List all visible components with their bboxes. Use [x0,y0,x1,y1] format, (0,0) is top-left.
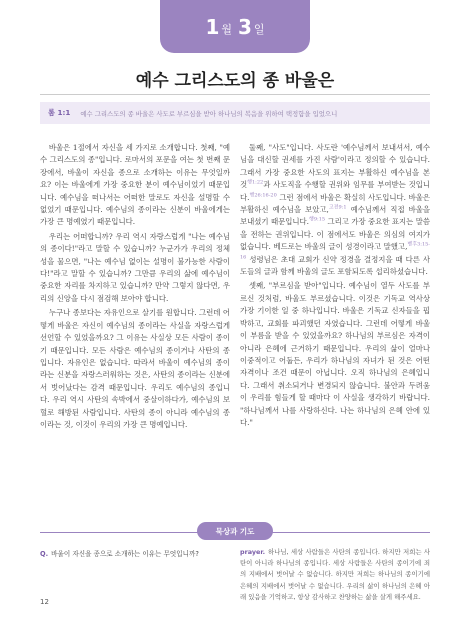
paragraph: 둘째, "사도"입니다. 사도란 '예수님께서 보내셔서, 예수님을 대신할 권세를 가진 사람'이라고 정의할 수 있습니다. 그래서 가장 중요한 사도의 표지는 부활하신 예수님을 본 것$^{행1:22}$과 사도직을 수행할 권위와 임무를 부여받는 것입니다.$^{행26:16-20}$ 그런 점에서 바울은 확실히 사도입니다. 바울은 부활하신 예수님을 보았고,$^{고전9:1}$ 예수님께서 직접 바울을 보내셨기 때문입니다.$^{행9:15}$ 그리고 가장 중요한 표지는 말씀을 전하는 권위입니다. 이 점에서도 바울은 의심의 여지가 없습니다. 베드로는 바울의 글이 성경이라고 말했고,$^{벧후3:15-16}$ 성령님은 초대 교회가 신약 정경을 결정지을 때 다른 사도들의 글과 함께 바울의 글도 포함되도록 섭리하셨습니다. [240,143,430,277]
day-unit: 일 [253,22,265,36]
month-number: 1 [205,14,220,39]
footnote-ref: 행26:16-20 [249,192,277,199]
question-label: Q. [40,550,49,558]
left-column [40,142,230,433]
prayer-text: 하나님, 세상 사람들은 사탄의 종입니다. 하지만 저희는 사탄이 아니라 하나님의 종입니다. 세상 사람들은 사탄의 종이기에 죄의 지배에서 벗어날 수 없습니다. 하지만 저희는 하나님의 종이기에 은혜의 지배에서 벗어날 수 없습니다. 우리의 삶이 하나님의 은혜 아래 있음을 기억하고, 항상 감사하고 찬양하는 삶을 살게 해주세요. [240,548,430,601]
page-number: 12 [40,598,49,606]
footnote-ref: 고전9:1 [328,204,347,211]
footnote-ref: 행1:22 [247,179,264,186]
paragraph: 누구나 종보다는 자유인으로 살기를 원합니다. 그런데 어떻게 바울은 자신이 예수님의 종이라는 사실을 자랑스럽게 선언할 수 있었을까요? 그 이유는 사실상 모든 사람이 종이기 때문입니다. 모든 사람은 예수님의 종이거나 사탄의 종입니다. 자유인은 없습니다. 따라서 바울이 예수님의 종이라는 신분을 자랑스러워하는 것은, 사탄의 종이라는 신분에서 벗어났다는 감격 때문입니다. 우리도 예수님의 종입니다. 우리 역시 사탄의 속박에서 중살이하다가, 예수님의 보혈로 해방된 사람입니다. 사탄의 종이 아니라 예수님의 종이라는 것, 이것이 우리의 가장 큰 명예입니다. [40,308,230,429]
verse-reference: 롬 1:1 [48,108,71,117]
paragraph: 우리는 어떠합니까? 우리 역시 자랑스럽게 "나는 예수님의 종이다!"라고 말할 수 있습니까? 누군가가 우리의 정체성을 물으면, "나는 예수님 없이는 설명이 불가능한 사람이다!"라고 말할 수 있습니까? 그만큼 우리의 삶에 예수님이 중요한 자리를 차지하고 있습니까? 만약 그렇지 않다면, 우리의 신앙을 다시 점검해 보아야 합니다. [40,231,230,303]
footnote-ref: 행9:15 [309,216,326,223]
paragraph: 셋째, "부르심을 받아"입니다. 예수님이 열두 사도를 부르신 것처럼, 바울도 부르셨습니다. 이것은 기독교 역사상 가장 기이한 일 중 하나입니다. 바울은 기독교 신자들을 핍박하고, 교회를 파괴했던 자였습니다. 그런데 어떻게 바울이 부름을 받을 수 있었을까요? 하나님의 부르심은 자격이 아니라 은혜에 근거하기 때문입니다. 우리의 삶이 얼마나 이중적이고 어둡든, 우리가 하나님의 자녀가 된 것은 어떤 자격이나 조건 때문이 아닙니다. 오직 하나님의 은혜입니다. 그래서 취소되거나 변경되지 않습니다. 불안과 두려움이 우리를 힘들게 할 때마다 이 사실을 생각하기 바랍니다. "하나님께서 나를 사랑하신다. 나는 하나님의 은혜 안에 있다." [240,281,430,427]
title-divider [40,94,430,95]
verse-box [40,102,430,124]
question-text: 바울이 자신을 종으로 소개하는 이유는 무엇입니까? [51,550,199,558]
day-number: 3 [238,14,252,39]
page-title: 예수 그리스도의 종 바울은 [135,71,335,91]
right-column [240,142,430,431]
month-unit: 월 [221,22,232,36]
footnote-ref: 벧후3:15-16 [240,241,430,261]
date-tab [160,0,310,53]
meditation-prayer [240,547,430,603]
verse-text: 예수 그리스도의 종 바울은 사도로 부르심을 받아 하나님의 복음을 위하여 택정함을 입었으니 [80,109,338,118]
prayer-label: prayer. [240,548,266,556]
meditation-label: 묵상과 기도 [197,522,273,540]
meditation-question [40,548,220,558]
paragraph: 바울은 1절에서 자신을 세 가지로 소개합니다. 첫째, "예수 그리스도의 종"입니다. 로마서의 포문을 여는 첫 번째 문장에서, 바울이 자신을 종으로 소개하는 이유는 무엇일까요? 이는 바울에게 가장 중요한 분이 예수님이었기 때문입니다. 예수님을 떠나서는 어떠한 말로도 자신을 설명할 수 없었기 때문입니다. 예수님의 종이라는 신분이 바울에게는 가장 큰 명예였기 때문입니다. [40,143,230,227]
